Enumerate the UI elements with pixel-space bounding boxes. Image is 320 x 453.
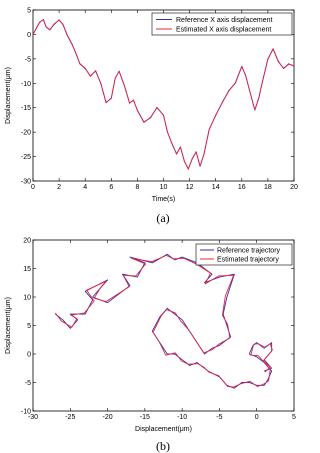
y-tick-label: -5	[24, 56, 31, 64]
y-tick-label: 20	[23, 237, 31, 245]
x-tick-label: 10	[159, 184, 168, 191]
y-tick-label: 5	[27, 323, 31, 330]
y-tick-label: 5	[27, 7, 31, 15]
y-tick-label: -30	[20, 178, 31, 186]
legend-label-a-0: Reference X axis displacement	[176, 17, 273, 24]
y-axis-label-a: Displacement(μm)	[5, 67, 12, 124]
chart-b	[5, 238, 296, 453]
y-tick-label: -25	[20, 154, 31, 162]
y-tick-label: -5	[24, 380, 31, 387]
y-tick-label: -10	[20, 80, 31, 88]
y-axis-label-b: Displacement(μm)	[5, 297, 12, 354]
x-axis-label-b: Displacement(μm)	[135, 426, 192, 433]
legend-b	[196, 244, 292, 265]
legend-label-b-0: Reference trajectory	[217, 247, 281, 255]
x-tick-label: 2	[57, 184, 62, 191]
y-tick-label: -10	[20, 408, 31, 416]
x-tick-label: 14	[211, 184, 220, 191]
plot-frame-a	[33, 10, 294, 181]
x-tick-label: 5	[292, 414, 296, 421]
x-tick-label: 12	[185, 184, 194, 191]
legend-label-b-1: Estimated trajectory	[217, 256, 279, 264]
x-tick-label: -30	[27, 414, 39, 421]
x-tick-label: 18	[264, 184, 272, 191]
x-axis-label-a: Time(s)	[151, 196, 176, 203]
x-tick-label: -15	[139, 414, 150, 421]
x-tick-label: 4	[83, 184, 88, 191]
y-tick-label: -15	[20, 105, 31, 113]
legend-label-a-1: Estimated X axis displacement	[176, 26, 272, 34]
x-tick-label: -5	[216, 414, 223, 421]
x-tick-label: -25	[65, 414, 76, 421]
plot-frame-b	[33, 240, 294, 411]
y-tick-label: 15	[23, 266, 31, 273]
chart-a	[5, 8, 298, 226]
x-tick-label: 0	[31, 184, 35, 191]
x-tick-label: 0	[254, 414, 259, 421]
x-tick-label: 6	[109, 184, 114, 191]
y-tick-label: 0	[27, 351, 31, 359]
legend-a	[152, 13, 292, 35]
x-tick-label: -20	[102, 414, 113, 421]
caption-b: (b)	[156, 439, 170, 453]
x-tick-label: 8	[135, 184, 140, 191]
y-tick-label: 10	[23, 294, 31, 302]
x-tick-label: 20	[290, 184, 298, 191]
x-tick-label: 16	[237, 184, 246, 191]
y-tick-label: 0	[27, 31, 31, 39]
caption-a: (a)	[156, 211, 170, 225]
x-tick-label: -10	[177, 414, 188, 421]
y-tick-label: -20	[20, 129, 31, 137]
